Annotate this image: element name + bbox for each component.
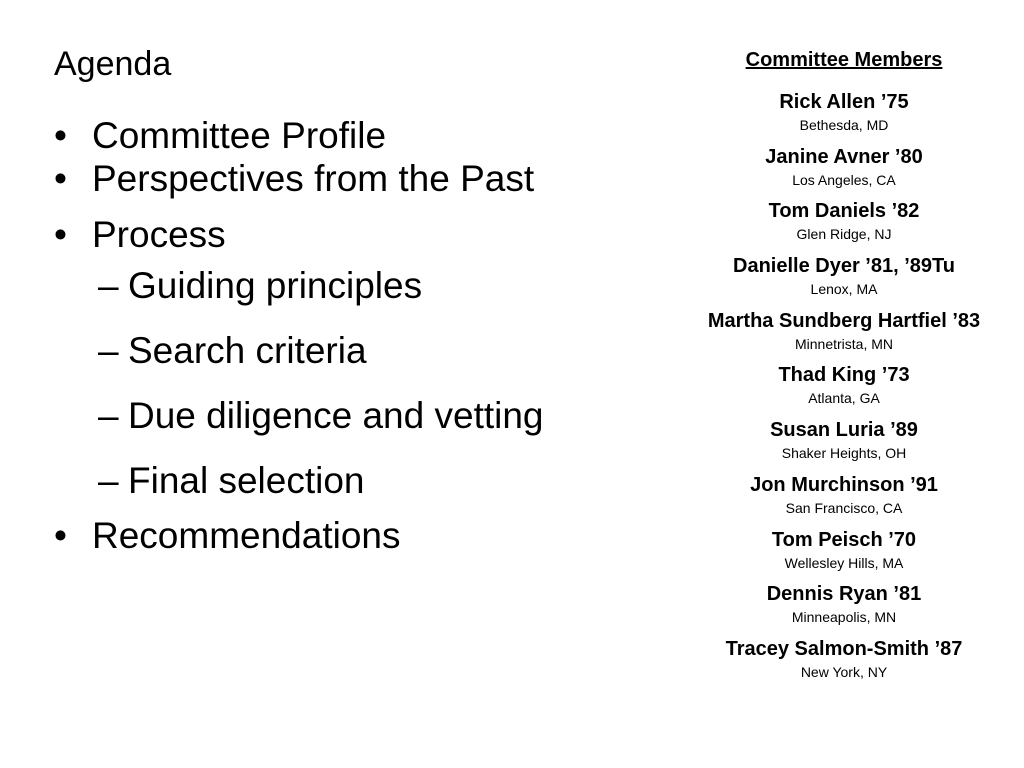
member-name: Janine Avner ’80 bbox=[765, 145, 923, 168]
agenda-item-committee-profile bbox=[54, 114, 386, 158]
committee-members-heading: Committee Members bbox=[745, 49, 943, 71]
member-name: Thad King ’73 bbox=[778, 364, 910, 387]
member-entry bbox=[672, 635, 1016, 690]
agenda-item-label: Process bbox=[92, 214, 226, 255]
agenda-item-perspectives bbox=[54, 157, 534, 201]
agenda-subitem-label: Final selection bbox=[128, 460, 365, 501]
member-entry bbox=[672, 416, 1016, 471]
member-location: Lenox, MA bbox=[810, 281, 878, 298]
member-location: Minneapolis, MN bbox=[791, 609, 897, 626]
member-name: Jon Murchinson ’91 bbox=[750, 473, 938, 496]
agenda-subitem-label: Guiding principles bbox=[128, 265, 423, 306]
agenda-subitem-guiding-principles bbox=[98, 264, 422, 308]
agenda-subitem-search-criteria bbox=[98, 329, 367, 373]
member-entry bbox=[672, 471, 1016, 526]
dash-bullet-icon: – bbox=[98, 330, 119, 371]
member-name: Tom Peisch ’70 bbox=[771, 528, 917, 551]
member-location: Bethesda, MD bbox=[799, 117, 889, 133]
member-name: Tracey Salmon-Smith ’87 bbox=[725, 637, 963, 660]
member-location: New York, NY bbox=[800, 663, 888, 680]
member-name: Martha Sundberg Hartfiel ’83 bbox=[707, 309, 981, 332]
member-entry bbox=[672, 88, 1016, 143]
agenda-subitem-due-diligence bbox=[98, 394, 544, 438]
member-location: Glen Ridge, NJ bbox=[796, 226, 892, 243]
bullet-icon: • bbox=[54, 515, 67, 556]
agenda-subitem-label: Due diligence and vetting bbox=[128, 395, 544, 436]
committee-members-list bbox=[672, 46, 1016, 690]
member-location: Minnetrista, MN bbox=[794, 335, 894, 352]
member-name: Dennis Ryan ’81 bbox=[766, 583, 922, 606]
member-name: Rick Allen ’75 bbox=[779, 91, 909, 113]
agenda-item-recommendations bbox=[54, 514, 400, 558]
member-entry bbox=[672, 580, 1016, 635]
member-entry bbox=[672, 197, 1016, 252]
member-entry bbox=[672, 143, 1016, 198]
member-entry bbox=[672, 361, 1016, 416]
member-name: Tom Daniels ’82 bbox=[768, 200, 920, 223]
agenda-item-label: Recommendations bbox=[92, 515, 401, 556]
member-location: Shaker Heights, OH bbox=[781, 445, 907, 462]
agenda-item-label: Perspectives from the Past bbox=[92, 158, 535, 199]
bullet-icon: • bbox=[54, 214, 67, 255]
dash-bullet-icon: – bbox=[98, 460, 119, 501]
dash-bullet-icon: – bbox=[98, 395, 119, 436]
agenda-subitem-label: Search criteria bbox=[128, 330, 367, 371]
member-location: Los Angeles, CA bbox=[792, 171, 896, 188]
agenda-item-process bbox=[54, 213, 226, 257]
member-location: San Francisco, CA bbox=[785, 499, 903, 516]
slide-title: Agenda bbox=[54, 45, 172, 83]
member-name: Susan Luria ’89 bbox=[770, 419, 918, 442]
member-entry bbox=[672, 252, 1016, 307]
member-location: Atlanta, GA bbox=[808, 390, 880, 407]
dash-bullet-icon: – bbox=[98, 265, 119, 306]
agenda-subitem-final-selection bbox=[98, 459, 365, 503]
bullet-icon: • bbox=[54, 158, 67, 199]
bullet-icon: • bbox=[54, 115, 67, 156]
agenda-item-label: Committee Profile bbox=[92, 115, 387, 156]
member-name: Danielle Dyer ’81, ’89Tu bbox=[733, 255, 955, 278]
member-entry bbox=[672, 526, 1016, 581]
member-location: Wellesley Hills, MA bbox=[784, 554, 904, 571]
member-entry bbox=[672, 307, 1016, 362]
